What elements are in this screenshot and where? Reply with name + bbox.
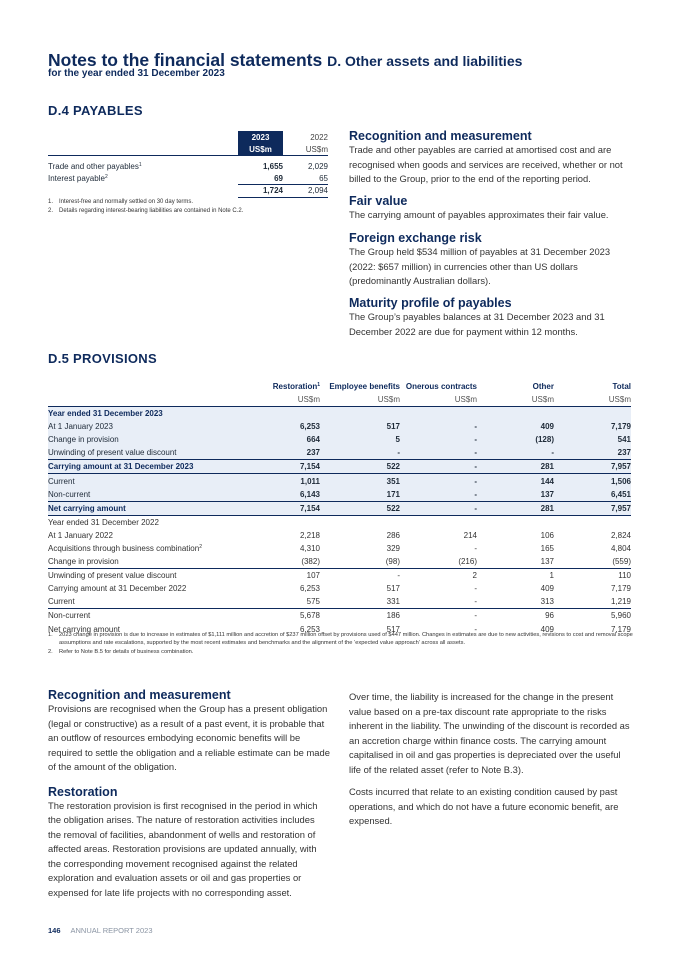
cell-value: 214: [463, 530, 477, 540]
cell-value: -: [474, 543, 477, 553]
cell-value: 2,218: [299, 530, 320, 540]
row-label: Net carrying amount: [48, 624, 121, 634]
cell-value: -: [400, 501, 477, 515]
table-row: [48, 555, 631, 569]
col-unit: US$m: [454, 395, 477, 404]
cell-value: -: [474, 584, 477, 594]
row-label: Non-current: [48, 609, 262, 623]
cell-value: 281: [477, 501, 554, 515]
cell-value: (216): [458, 557, 477, 567]
heading-provisions-recognition: Recognition and measurement: [48, 688, 231, 702]
cell-value: 517: [386, 584, 400, 594]
cell-value: 1,219: [610, 597, 631, 607]
text-recognition: Trade and other payables are carried at amortised cost and are recognised when goods and services are received, whether or not billed to the Group, prior to the end of the reporting period.: [349, 144, 623, 184]
footnote: 1. Interest-free and normally settled on 30 day terms.: [48, 199, 194, 205]
cell-value: 409: [540, 624, 554, 634]
provisions-right-column: [349, 690, 633, 829]
table-row: [48, 446, 631, 460]
cell-value: -: [320, 569, 400, 583]
provisions-table: [48, 380, 631, 636]
footnote-ref: 2: [199, 543, 202, 550]
cell-value: 5,960: [554, 609, 631, 623]
year-2023-block: [48, 407, 631, 516]
cell-value: 7,154: [262, 460, 320, 474]
row-label: At 1 January 2023: [48, 420, 262, 433]
col-header: Employee benefits: [329, 382, 400, 391]
col-header: Onerous contracts: [405, 382, 477, 391]
cell-value: 575: [306, 597, 320, 607]
year-2022-block: [48, 515, 631, 635]
table-row: [48, 569, 631, 583]
text-unwinding: Over time, the liability is increased for the change in the present value based on a pre-tax discount rate appropriate to the risks inherent in the liability. The unwinding of the discount is recorded as an accretion charge within finance costs. The carrying amount capitalised in oil and gas properties is depreciated over the useful life of the related asset (refer to Note B.3).: [349, 691, 630, 775]
col-header: Restoration$^1$: [272, 382, 320, 391]
text-maturity: The Group’s payables balances at 31 December 2023 and 31 December 2022 are due for payment within 12 months.: [349, 311, 605, 337]
cell-value: 329: [386, 543, 400, 553]
cell-value: 281: [477, 460, 554, 474]
row-label: Non-current: [48, 488, 262, 502]
row-label: Change in provision: [48, 557, 119, 567]
row-label: Change in provision: [48, 433, 262, 446]
col-2023-unit: US$m: [238, 143, 283, 156]
section-title-provisions: D.5 PROVISIONS: [48, 351, 157, 366]
table-row: [48, 460, 631, 474]
total-2023: 1,724: [238, 185, 283, 198]
col-unit: US$m: [608, 395, 631, 404]
cell-value: -: [474, 597, 477, 607]
year-heading-row: [48, 407, 631, 421]
cell-value: 6,143: [262, 488, 320, 502]
cell-value: 517: [320, 420, 400, 433]
table-row: [48, 609, 631, 623]
payables-header-row: [48, 131, 328, 143]
cell-value: 517: [386, 624, 400, 634]
table-row: [48, 474, 631, 488]
text-fair-value: The carrying amount of payables approximates their fair value.: [349, 209, 609, 220]
table-row: [48, 161, 328, 173]
table-row: [48, 501, 631, 515]
cell-value: 6,253: [299, 624, 320, 634]
cell-value: -: [320, 446, 400, 460]
col-2022-header: 2022: [310, 132, 328, 142]
payables-recognition: [349, 129, 631, 187]
cell-value: -: [400, 460, 477, 474]
footnote-ref: 2: [104, 174, 108, 180]
row-label: Current: [48, 474, 262, 488]
cell-value: -: [400, 446, 477, 460]
table-row: [48, 488, 631, 502]
col-unit: US$m: [531, 395, 554, 404]
col-header: Total: [612, 382, 631, 391]
cell-value: 7,957: [554, 460, 631, 474]
cell-value: -: [400, 609, 477, 623]
payables-fair-value: [349, 194, 631, 223]
heading-fair-value: Fair value: [349, 194, 408, 208]
value-2023: 69: [238, 173, 283, 185]
section-title-payables: D.4 PAYABLES: [48, 103, 143, 118]
heading-maturity: Maturity profile of payables: [349, 296, 512, 310]
provisions-unit-row: [48, 393, 631, 407]
text-costs: Costs incurred that relate to an existing condition caused by past operations, and which do not have a future economic benefit, are expensed.: [349, 786, 619, 826]
table-row: [48, 595, 631, 609]
value-2023: 1,655: [262, 162, 283, 172]
cell-value: 409: [477, 420, 554, 433]
cell-value: 541: [554, 433, 631, 446]
cell-value: 351: [320, 474, 400, 488]
heading-fx-risk: Foreign exchange risk: [349, 231, 482, 245]
cell-value: 522: [320, 460, 400, 474]
cell-value: 237: [554, 446, 631, 460]
cell-value: 331: [386, 597, 400, 607]
footnote: 1. 2023 change in provision is due to increase in estimates of $1,111 million and accretion of $237 million offset by provisions used of $447 million. Changes in estimates are due to new activities, revisions to cost and removal scope assumptions and rate escalations, supported by the most recent estimates and benchmarks and the alignment of the ‘expected value approach’ across all assets.: [48, 632, 633, 647]
row-label: Current: [48, 597, 75, 607]
cell-value: (559): [612, 557, 631, 567]
cell-value: 5,678: [262, 609, 320, 623]
page-footer: [48, 926, 153, 935]
cell-value: 2: [400, 569, 477, 583]
cell-value: 6,451: [554, 488, 631, 502]
table-row: [48, 529, 631, 542]
cell-value: 106: [540, 530, 554, 540]
year-heading: Year ended 31 December 2022: [48, 515, 631, 529]
col-2022-unit: US$m: [305, 144, 328, 154]
footnote: 2. Details regarding interest-bearing liabilities are contained in Note C.2.: [48, 208, 244, 214]
footnote: 2. Refer to Note B.5 for details of business combination.: [48, 648, 194, 655]
cell-value: 137: [477, 488, 554, 502]
cell-value: 7,957: [554, 501, 631, 515]
cell-value: 186: [320, 609, 400, 623]
cell-value: (128): [477, 433, 554, 446]
table-row: [48, 173, 328, 185]
cell-value: 6,253: [299, 584, 320, 594]
table-row: [48, 582, 631, 595]
row-label: Unwinding of present value discount: [48, 569, 262, 583]
cell-value: -: [400, 488, 477, 502]
payables-table: [48, 131, 328, 198]
row-label: Acquisitions through business combination$^2$: [48, 543, 202, 553]
cell-value: 107: [262, 569, 320, 583]
payables-fx-risk: [349, 231, 631, 289]
cell-value: 6,253: [262, 420, 320, 433]
cell-value: -: [400, 420, 477, 433]
cell-value: 1: [477, 569, 554, 583]
page-title-section: D. Other assets and liabilities: [327, 53, 523, 69]
cell-value: 5: [320, 433, 400, 446]
cell-value: 522: [320, 501, 400, 515]
year-heading-row: [48, 515, 631, 529]
total-row: [48, 185, 328, 198]
col-unit: US$m: [297, 395, 320, 404]
cell-value: 2,824: [610, 530, 631, 540]
page-number: 146: [48, 926, 61, 935]
cell-value: 7,179: [554, 420, 631, 433]
year-heading: Year ended 31 December 2023: [48, 407, 631, 421]
row-label: Unwinding of present value discount: [48, 446, 262, 460]
cell-value: 7,154: [262, 501, 320, 515]
cell-value: 137: [540, 557, 554, 567]
page-period: for the year ended 31 December 2023: [48, 68, 225, 79]
text-restoration: The restoration provision is first recognised in the period in which the obligation arises. The nature of restoration activities includes the removal of facilities, abandonment of wells and restoration of affected areas. Restoration provisions are updated annually, with the corresponding movement recognised against the related exploration and evaluation assets or oil and gas properties or expensed for late life projects with no corresponding asset.: [48, 799, 318, 898]
col-2023-header: 2023: [238, 131, 283, 143]
cell-value: 110: [554, 569, 631, 583]
row-label: At 1 January 2022: [48, 530, 113, 540]
page-title-main: Notes to the financial statements: [48, 50, 323, 70]
row-label: Interest payable: [48, 174, 105, 183]
cell-value: (382): [301, 557, 320, 567]
cell-value: 171: [320, 488, 400, 502]
heading-restoration: Restoration: [48, 784, 118, 799]
table-row: [48, 433, 631, 446]
provisions-left-column: [48, 688, 330, 900]
cell-value: 96: [477, 609, 554, 623]
col-unit: US$m: [377, 395, 400, 404]
cell-value: -: [474, 624, 477, 634]
cell-value: 1,011: [262, 474, 320, 488]
payables-unit-row: [48, 143, 328, 156]
cell-value: -: [477, 446, 554, 460]
cell-value: -: [400, 474, 477, 488]
table-row: [48, 542, 631, 555]
cell-value: 4,310: [299, 543, 320, 553]
cell-value: 237: [262, 446, 320, 460]
cell-value: 286: [386, 530, 400, 540]
cell-value: 664: [262, 433, 320, 446]
cell-value: 144: [477, 474, 554, 488]
cell-value: (98): [385, 557, 400, 567]
row-label: Carrying amount at 31 December 2023: [48, 460, 262, 474]
provisions-footnotes: [48, 631, 633, 656]
cell-value: 4,804: [610, 543, 631, 553]
footer-label: ANNUAL REPORT 2023: [70, 926, 153, 935]
row-label: Carrying amount at 31 December 2022: [48, 584, 187, 594]
cell-value: 165: [540, 543, 554, 553]
table-row: [48, 420, 631, 433]
cell-value: 409: [540, 584, 554, 594]
text-fx-risk: The Group held $534 million of payables at 31 December 2023 (2022: $657 million) in currencies other than US dollars (predominantly Australian dollars).: [349, 246, 611, 286]
cell-value: 1,506: [554, 474, 631, 488]
payables-footnotes: [48, 198, 243, 216]
total-2022: 2,094: [283, 185, 328, 198]
payables-maturity: [349, 296, 631, 339]
provisions-header-row: [48, 380, 631, 393]
heading-recognition: Recognition and measurement: [349, 129, 532, 143]
value-2022: 65: [283, 173, 328, 185]
row-label: Net carrying amount: [48, 501, 262, 515]
row-label: Trade and other payables: [48, 162, 139, 172]
cell-value: 313: [540, 597, 554, 607]
cell-value: 7,179: [610, 584, 631, 594]
footnote-ref: 1: [138, 162, 142, 169]
cell-value: -: [400, 433, 477, 446]
value-2022: 2,029: [307, 162, 328, 172]
col-header: Other: [532, 382, 554, 391]
text-provisions-recognition: Provisions are recognised when the Group has a present obligation (legal or constructive) as a result of a past event, it is probable that an outflow of resources embodying economic benefits will be required to settle the obligation and a reliable estimate can be made of the amount of the obligation.: [48, 703, 330, 772]
cell-value: 7,179: [610, 624, 631, 634]
